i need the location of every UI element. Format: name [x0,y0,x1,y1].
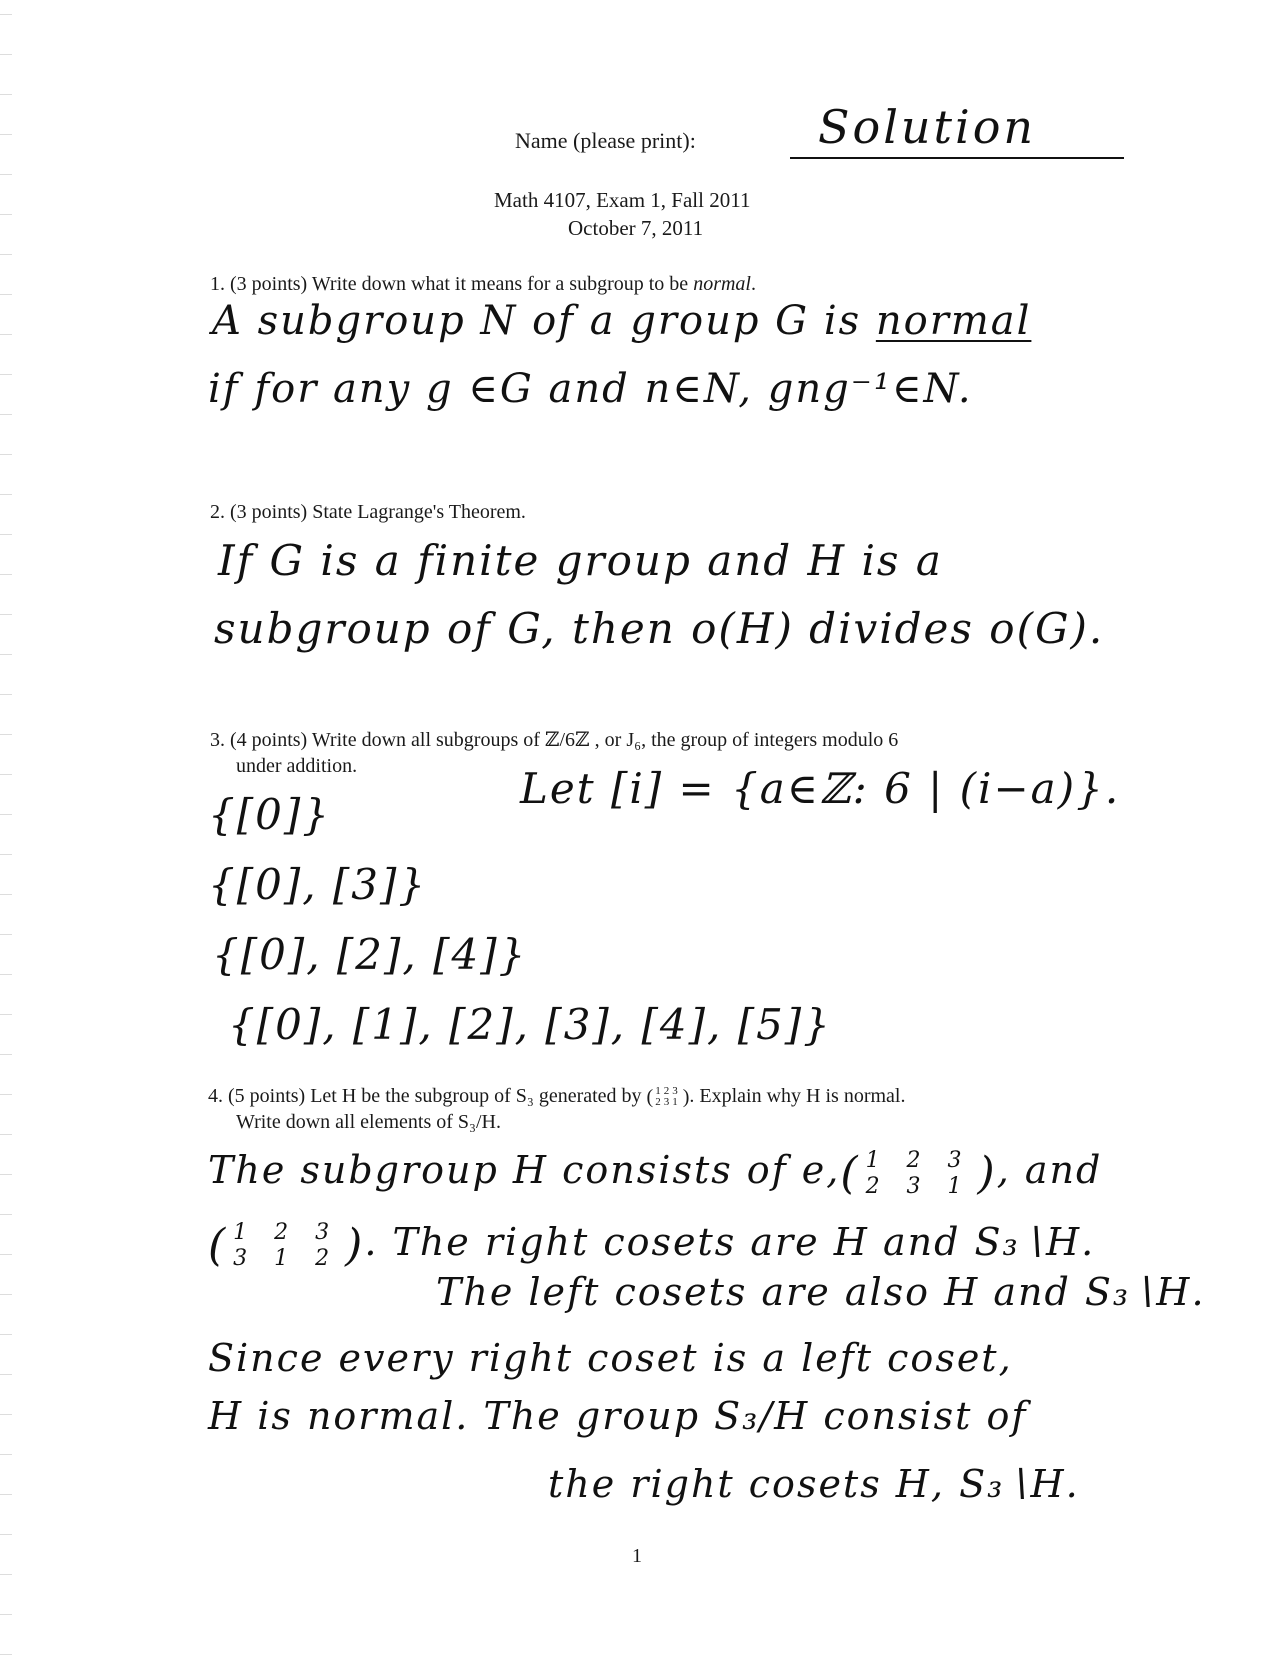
question-1-answer-line-1: A subgroup N of a group G is normal [212,298,1032,344]
question-4-answer-line-5: H is normal. The group S₃/H consist of [208,1394,1028,1438]
identity-cycle-permutation: ( 1 2 3 2 3 1 ) [840,1148,997,1199]
question-2-answer-line-1: If G is a finite group and H is a [218,536,943,585]
question-4-prompt-line-2: Write down all elements of S₃/H. [236,1111,501,1133]
question-2-answer-line-2: subgroup of G, then o(H) divides o(G). [214,604,1105,653]
course-title: Math 4107, Exam 1, Fall 2011 [494,188,751,212]
inverse-cycle-permutation: ( 1 2 3 3 1 2 ) [208,1220,365,1271]
question-4-prompt-line-1: 4. (5 points) Let H be the subgroup of S₃ generated by ( 123 231 ). Explain why H is normal. [208,1084,906,1109]
question-4-answer-line-6: the right cosets H, S₃∖H. [548,1462,1080,1506]
subgroup-whole-group: {[0], [1], [2], [3], [4], [5]} [228,1000,832,1049]
question-4-answer-line-3: The left cosets are also H and S₃∖H. [436,1270,1206,1314]
question-4-answer-line-4: Since every right coset is a left coset, [208,1336,1013,1380]
scan-edge-artifact [0,0,12,1656]
name-label: Name (please print): [515,128,696,153]
question-1-emphasis: normal [693,273,751,295]
question-3-prompt-line-1: 3. (4 points) Write down all subgroups of ℤ/6ℤ , or J₆, the group of integers modulo 6 [210,729,899,751]
subgroup-trivial: {[0]} [208,790,331,839]
question-2-prompt: 2. (3 points) State Lagrange's Theorem. [210,501,526,523]
name-underline [790,157,1124,159]
question-4-answer-line-2: ( 1 2 3 3 1 2 ). The right cosets are H and S₃∖H. [208,1220,1096,1271]
question-1-answer-line-2: if for any g ∈G and n∈N, gng⁻¹∈N. [208,366,973,412]
page-number: 1 [632,1545,642,1567]
question-3-prompt-line-2: under addition. [236,755,358,777]
name-value: Solution [818,100,1037,154]
subgroup-order-2: {[0], [3]} [208,860,428,909]
question-4-answer-line-1: The subgroup H consists of e,( 1 2 3 2 3 1 ), and [208,1148,1103,1199]
subgroup-order-3: {[0], [2], [4]} [212,930,528,979]
normal-underlined: normal [875,298,1032,344]
exam-date: October 7, 2011 [568,216,704,240]
question-3-definition: Let [i] = {a∈ℤ: 6 | (i−a)}. [520,764,1121,813]
generator-permutation: ( 123 231 ) [646,1084,690,1109]
question-1-prompt: 1. (3 points) Write down what it means for a subgroup to be normal. [210,273,756,295]
